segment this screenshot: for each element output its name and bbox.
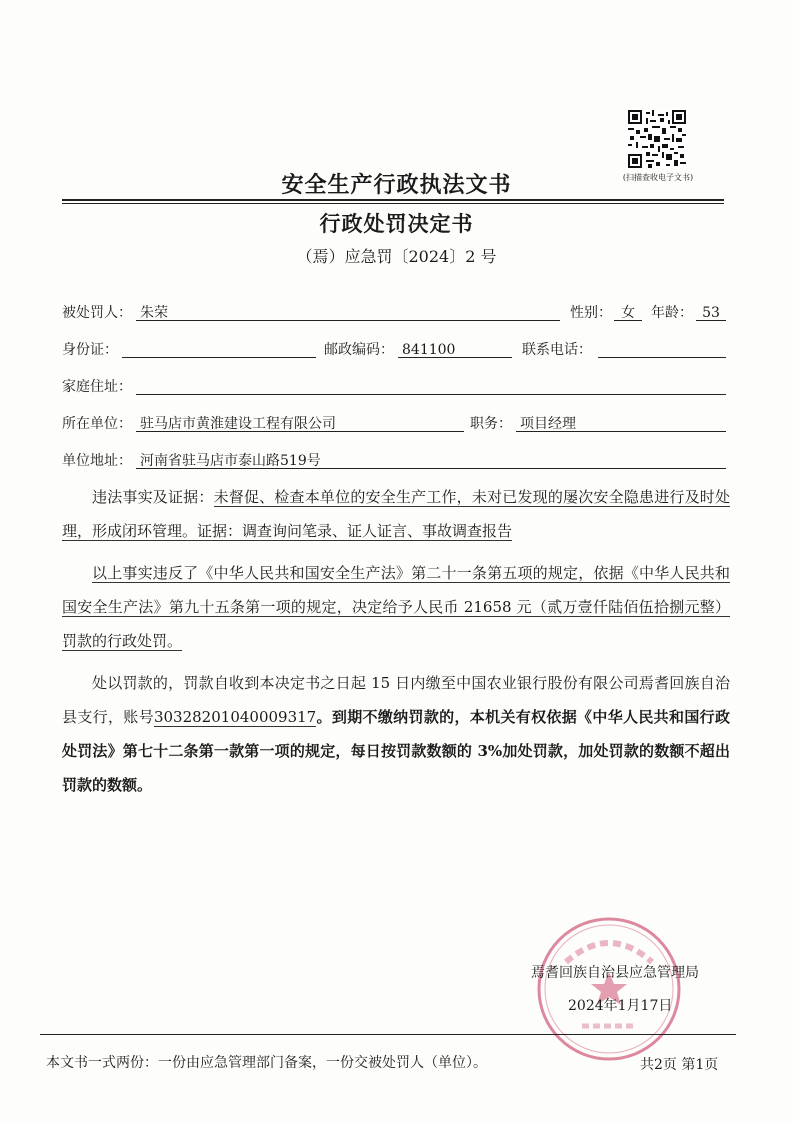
series-title: 安全生产行政执法文书: [281, 172, 512, 198]
address-value: [136, 379, 140, 395]
facts-text: 未督促、检查本单位的安全生产工作，未对已发现的屡次安全隐患进行及时处理，形成闭环管理。证据：调查询问笔录、证人证言、事故调查报告: [62, 488, 730, 540]
position-value: 项目经理: [520, 416, 576, 432]
employer-address-field: [136, 450, 726, 469]
employer-value: 驻马店市黄淮建设工程有限公司: [140, 416, 336, 432]
address-label: 家庭住址：: [62, 379, 132, 395]
official-seal-icon: [536, 916, 682, 1062]
age-field: [696, 302, 726, 321]
position-field: [516, 413, 726, 432]
gender-value: 女: [621, 305, 635, 321]
phone-field: [598, 339, 726, 358]
header-rule: [62, 199, 724, 201]
document-number: （焉）应急罚〔2024〕2 号: [296, 247, 497, 266]
footer-rule: [40, 1034, 736, 1035]
document-title: 行政处罚决定书: [319, 211, 474, 236]
header-rule-thin: [62, 203, 724, 204]
address-field: [136, 376, 726, 395]
issue-date: 2024年1月17日: [568, 998, 673, 1014]
qr-code-icon: [628, 110, 686, 168]
footer-note: 本文书一式两份：一份由应急管理部门备案，一份交被处罚人（单位）。: [46, 1055, 487, 1071]
id-field: [122, 339, 316, 358]
page-indicator: 共2页 第1页: [640, 1057, 719, 1073]
gender-field: [614, 302, 642, 321]
id-value: [122, 342, 126, 358]
position-label: 职务：: [470, 416, 512, 432]
payment-paragraph: [62, 666, 730, 802]
facts-paragraph: [62, 480, 730, 548]
id-label: 身份证：: [62, 342, 118, 358]
employer-address-label: 单位地址：: [62, 453, 132, 469]
qr-caption: (扫描查收电子文书): [622, 173, 694, 182]
age-value: 53: [702, 305, 720, 321]
postal-field: [398, 339, 512, 358]
postal-value: 841100: [402, 342, 456, 358]
facts-label: 违法事实及证据：: [92, 488, 214, 506]
violation-paragraph: [62, 556, 730, 658]
age-label: 年龄：: [651, 305, 693, 321]
name-value: 朱荣: [140, 305, 168, 321]
issuing-organization: 焉耆回族自治县应急管理局: [531, 965, 699, 981]
payment-text-b: ，账号: [107, 708, 154, 726]
payment-account: 30328201040009317: [153, 708, 317, 726]
payment-bank: 中国农业银行股份有限公司焉耆回族自治县支行: [62, 674, 730, 726]
name-field: [136, 302, 560, 321]
postal-label: 邮政编码：: [324, 342, 394, 358]
name-label: 被处罚人：: [62, 305, 132, 321]
phone-value: [598, 342, 602, 358]
payment-text-c: 。到期不缴纳罚款的，本机关有权依据《中华人民共和国行政处罚法》第七十二条第一款第一项的规定，每日按罚款数额的 3%加处罚款，加处罚款的数额不超出罚款的数额。: [62, 708, 730, 794]
payment-text-a: 处以罚款的，罚款自收到本决定书之日起 15 日内缴至: [92, 674, 457, 692]
gender-label: 性别：: [570, 305, 612, 321]
phone-label: 联系电话：: [522, 342, 592, 358]
employer-address-value: 河南省驻马店市泰山路519号: [140, 453, 321, 469]
employer-label: 所在单位：: [62, 416, 132, 432]
employer-field: [136, 413, 464, 432]
violation-text: 以上事实违反了《中华人民共和国安全生产法》第二十一条第五项的规定，依据《中华人民共和国安全生产法》第九十五条第一项的规定，决定给予人民币 21658 元（贰万壹仟陆佰伍拾捌元整）罚款的行政处罚。: [62, 564, 730, 650]
